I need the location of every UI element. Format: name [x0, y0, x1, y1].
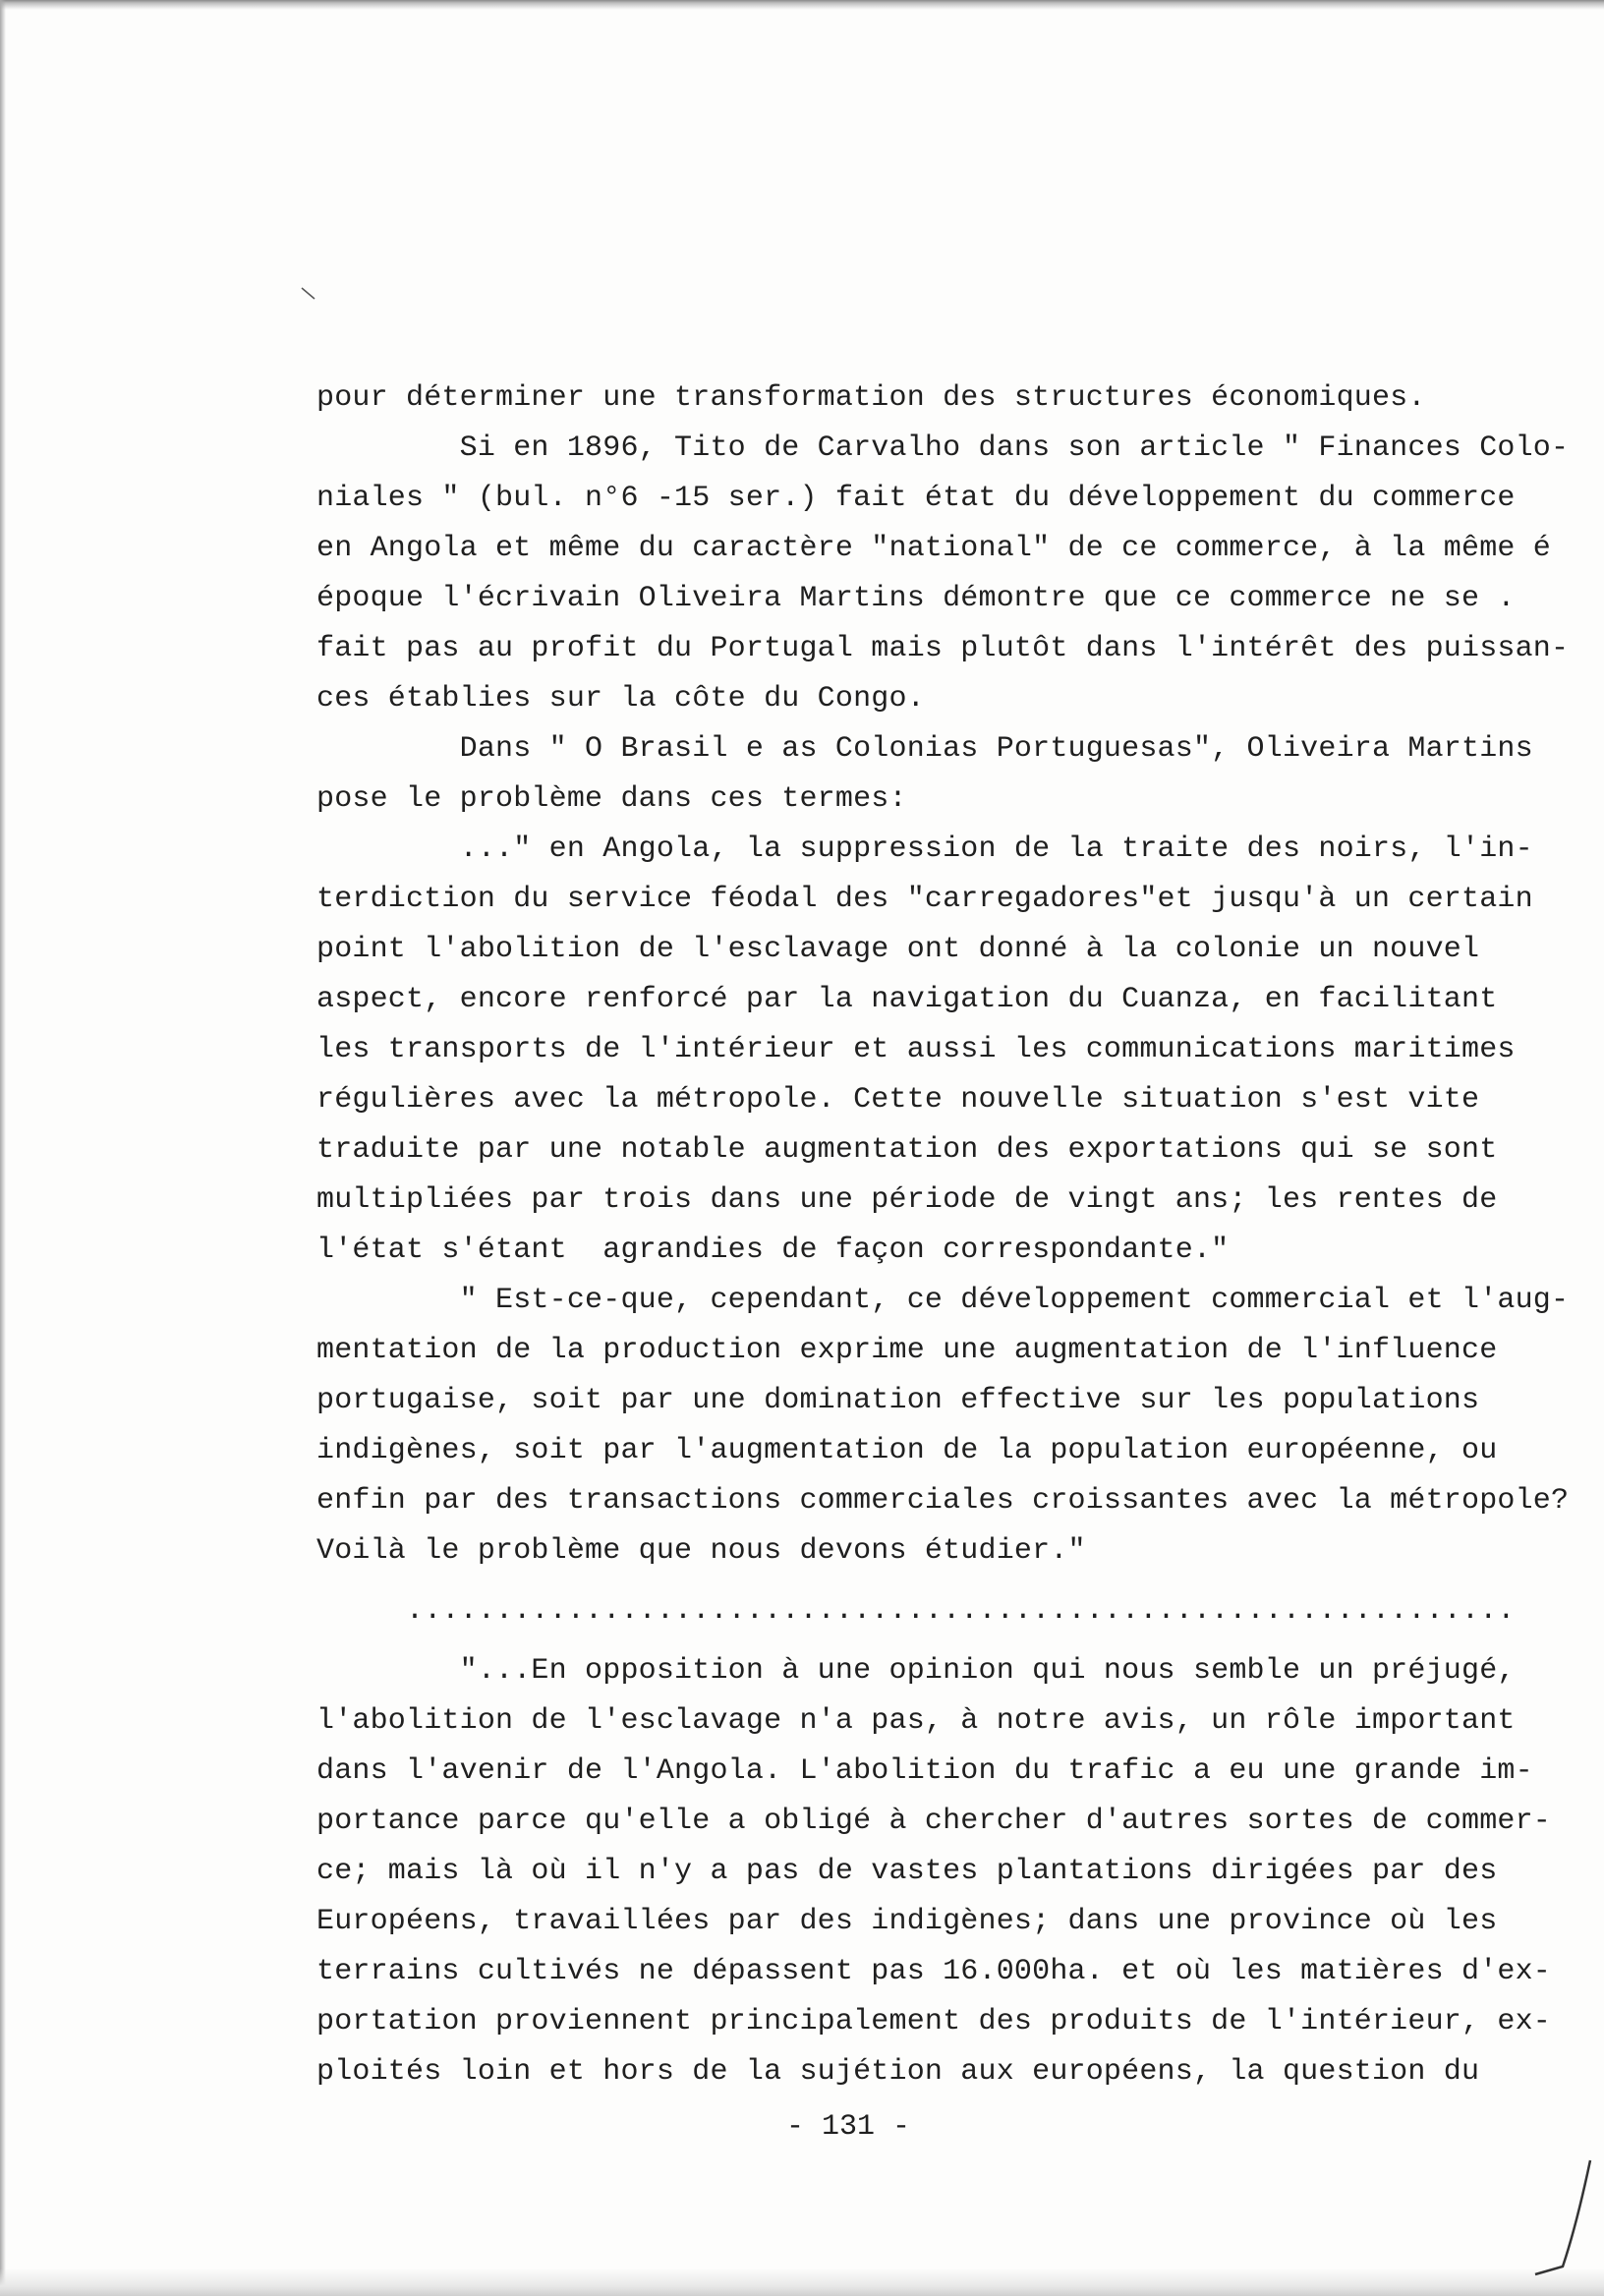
text-line: indigènes, soit par l'augmentation de la population européenne, ou	[316, 1434, 1498, 1467]
text-line: enfin par des transactions commerciales croissantes avec la métropole?	[316, 1484, 1570, 1518]
body-text	[316, 373, 1570, 2097]
page-number: - 131 -	[786, 2110, 911, 2144]
corner-pen-stroke	[1533, 2158, 1592, 2276]
text-line: Si en 1896, Tito de Carvalho dans son article " Finances Colo-	[316, 431, 1570, 465]
text-line: l'abolition de l'esclavage n'a pas, à notre avis, un rôle important	[316, 1704, 1516, 1738]
text-line: terrains cultivés ne dépassent pas 16.000ha. et où les matières d'ex-	[316, 1955, 1552, 1988]
text-line: dans l'avenir de l'Angola. L'abolition du trafic a eu une grande im-	[316, 1754, 1533, 1788]
text-line: en Angola et même du caractère "national" de ce commerce, à la même é	[316, 532, 1552, 565]
text-line: ploités loin et hors de la sujétion aux européens, la question du	[316, 2055, 1480, 2089]
text-line: fait pas au profit du Portugal mais plutôt dans l'intérêt des puissan-	[316, 632, 1570, 665]
text-line: point l'abolition de l'esclavage ont donné à la colonie un nouvel	[316, 933, 1480, 966]
scan-left-edge	[0, 0, 6, 2296]
dotted-separator: ..............................................................	[316, 1594, 1516, 1628]
text-line: l'état s'étant agrandies de façon correspondante."	[316, 1234, 1230, 1267]
text-line: aspect, encore renforcé par la navigation du Cuanza, en facilitant	[316, 983, 1498, 1016]
text-line: portugaise, soit par une domination effective sur les populations	[316, 1384, 1480, 1417]
text-line: " Est-ce-que, cependant, ce développement commercial et l'aug-	[316, 1284, 1570, 1317]
text-line: portance parce qu'elle a obligé à chercher d'autres sortes de commer-	[316, 1805, 1552, 1838]
text-line: ces établies sur la côte du Congo.	[316, 682, 925, 716]
text-line: niales " (bul. n°6 -15 ser.) fait état du développement du commerce	[316, 482, 1516, 515]
text-line: "...En opposition à une opinion qui nous semble un préjugé,	[316, 1654, 1516, 1688]
text-line: mentation de la production exprime une augmentation de l'influence	[316, 1334, 1498, 1367]
scan-top-edge	[0, 0, 1604, 10]
text-line: portation proviennent principalement des produits de l'intérieur, ex-	[316, 2005, 1552, 2038]
text-line: ce; mais là où il n'y a pas de vastes plantations dirigées par des	[316, 1855, 1498, 1888]
text-line: ..." en Angola, la suppression de la traite des noirs, l'in-	[316, 832, 1533, 866]
text-line: Européens, travaillées par des indigènes; dans une province où les	[316, 1905, 1498, 1938]
text-line: les transports de l'intérieur et aussi les communications maritimes	[316, 1033, 1516, 1066]
spacer	[316, 1636, 1525, 1646]
text-line: Voilà le problème que nous devons étudier."	[316, 1534, 1086, 1568]
text-line: pose le problème dans ces termes:	[316, 782, 907, 816]
spacer	[316, 1577, 1525, 1586]
text-line: époque l'écrivain Oliveira Martins démontre que ce commerce ne se .	[316, 582, 1516, 615]
text-line: régulières avec la métropole. Cette nouvelle situation s'est vite	[316, 1083, 1480, 1117]
text-line: traduite par une notable augmentation des exportations qui se sont	[316, 1133, 1498, 1167]
text-line: pour déterminer une transformation des structures économiques.	[316, 381, 1426, 415]
text-line: Dans " O Brasil e as Colonias Portuguesas", Oliveira Martins	[316, 732, 1533, 766]
text-line: multipliées par trois dans une période de vingt ans; les rentes de	[316, 1183, 1498, 1217]
scan-bottom-edge	[0, 2268, 1604, 2296]
text-line: terdiction du service féodal des "carregadores"et jusqu'à un certain	[316, 883, 1533, 916]
stray-pen-mark	[301, 287, 316, 301]
